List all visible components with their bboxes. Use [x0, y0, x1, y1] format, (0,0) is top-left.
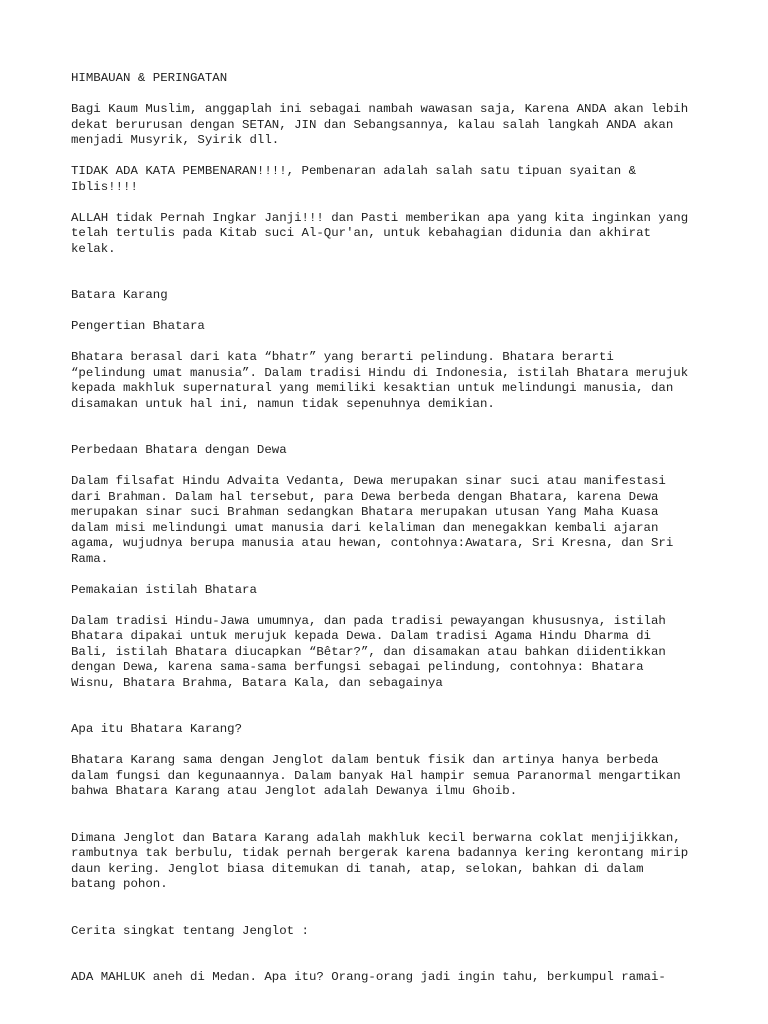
- paragraph: HIMBAUAN & PERINGATAN: [71, 71, 228, 85]
- paragraph: Pemakaian istilah Bhatara: [71, 582, 257, 597]
- paragraph: Dalam filsafat Hindu Advaita Vedanta, Dewa merupakan sinar suci atau manifestasi dari Brahman. Dalam hal tersebut, para Dewa berbeda dengan Bhatara, karena Dewa merupakan sinar suci Brahman sedangkan Bhatara merupakan utusan Yang Maha Kuasa dalam misi melindungi umat manusia dari kelaliman dan menegakkan kembali ajaran agama, wujudnya berupa manusia atau hewan, contohnya:Awatara, Sri Kresna, dan Sri Rama.: [71, 474, 674, 566]
- paragraph: Pengertian Bhatara: [71, 319, 205, 333]
- paragraph: Bagi Kaum Muslim, anggaplah ini sebagai nambah wawasan saja, Karena ANDA akan lebih dekat berurusan dengan SETAN, JIN dan Sebangsannya, kalau salah langkah ANDA akan menjadi Musyrik, Syirik dll.: [71, 102, 689, 147]
- paragraph: Batara Karang: [71, 288, 168, 302]
- paragraph: TIDAK ADA KATA PEMBENARAN!!!!, Pembenaran adalah salah satu tipuan syaitan & Iblis!!!!: [71, 164, 637, 194]
- paragraph: Cerita singkat tentang Jenglot :: [71, 923, 309, 938]
- paragraph: Dalam tradisi Hindu-Jawa umumnya, dan pada tradisi pewayangan khususnya, istilah Bhatara dipakai untuk merujuk kepada Dewa. Dalam tradisi Agama Hindu Dharma di Bali, istilah Bhatara diucapkan “Bêtar?”, dan disamakan atau bahkan diidentikkan dengan Dewa, karena sama-sama berfungsi sebagai pelindung, contohnya: Bhatara Wisnu, Bhatara Brahma, Batara Kala, dan sebagainya: [71, 613, 666, 690]
- paragraph: Bhatara Karang sama dengan Jenglot dalam bentuk fisik dan artinya hanya berbeda dalam fungsi dan kegunaannya. Dalam banyak Hal hampir semua Paranormal mengartikan bahwa Bhatara Karang atau Jenglot adalah Dewanya ilmu Ghoib.: [71, 753, 681, 798]
- paragraph: ADA MAHLUK aneh di Medan. Apa itu? Orang-orang jadi ingin tahu, berkumpul ramai-: [71, 970, 666, 984]
- paragraph: Apa itu Bhatara Karang?: [71, 722, 243, 736]
- paragraph: ALLAH tidak Pernah Ingkar Janji!!! dan Pasti memberikan apa yang kita inginkan yang telah tertulis pada Kitab suci Al-Qur'an, untuk kebahagian didunia dan akhirat kelak.: [71, 210, 689, 256]
- paragraph: Bhatara berasal dari kata “bhatr” yang berarti pelindung. Bhatara berarti “pelindung umat manusia”. Dalam tradisi Hindu di Indonesia, istilah Bhatara merujuk kepada makhluk supernatural yang memiliki kesaktian untuk melindungi manusia, dan disamakan untuk hal ini, namun tidak sepenuhnya demikian.: [71, 350, 689, 411]
- document-body: [71, 71, 711, 1001]
- paragraph: Perbedaan Bhatara dengan Dewa: [71, 443, 287, 457]
- paragraph: Dimana Jenglot dan Batara Karang adalah makhluk kecil berwarna coklat menjijikkan, rambutnya tak berbulu, tidak pernah bergerak karena badannya kering kerontang mirip daun kering. Jenglot biasa ditemukan di tanah, atap, selokan, bahkan di dalam batang pohon.: [71, 830, 689, 891]
